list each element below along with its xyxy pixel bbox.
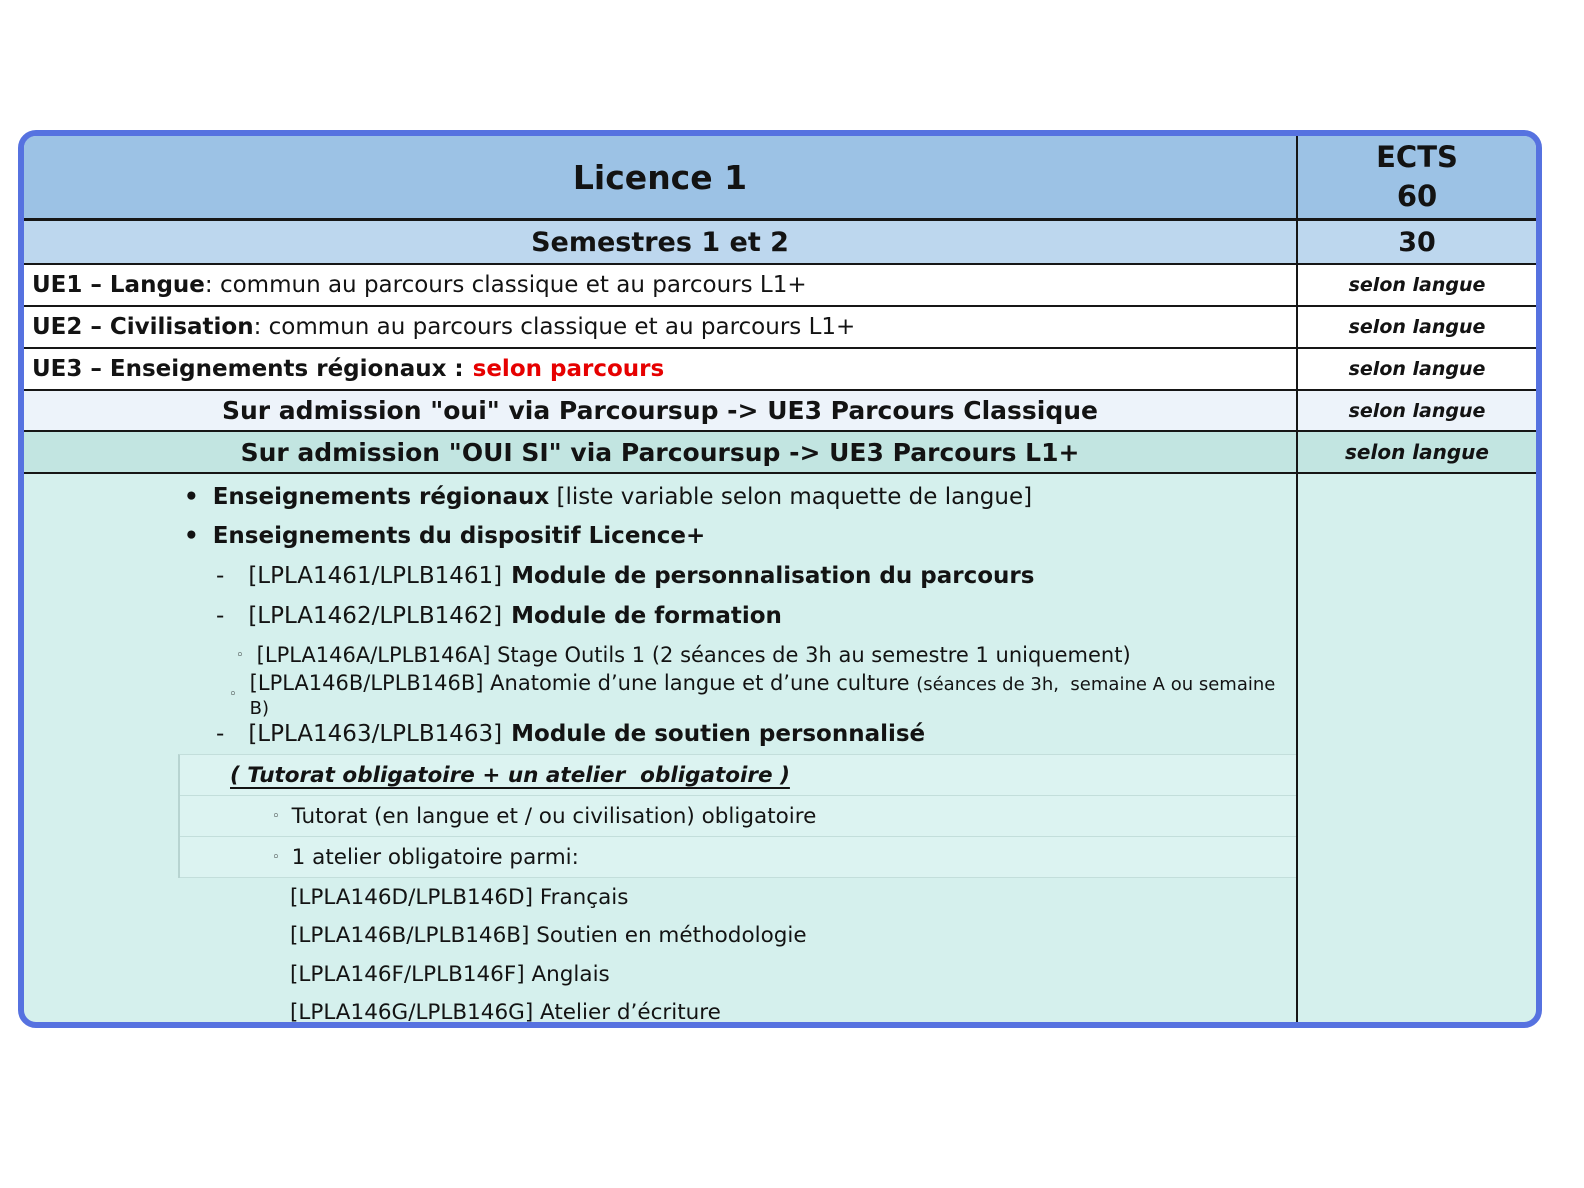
admission-oui-label: Sur admission "oui" via Parcoursup -> UE3 Parcours Classique xyxy=(221,396,1099,425)
list-item xyxy=(24,556,1296,596)
tutorat-item2-text: 1 atelier obligatoire parmi: xyxy=(291,844,579,870)
list-item xyxy=(24,596,1296,636)
list-item xyxy=(24,670,1296,719)
atelier-item: [LPLA146F/LPLB146F] Anglais xyxy=(290,961,610,987)
admission-oui-si-label: Sur admission "OUI SI" via Parcoursup -> UE3 Parcours L1+ xyxy=(240,437,1080,467)
stage-outils-line: [LPLA146A/LPLB146A] Stage Outils 1 (2 séances de 3h au semestre 1 uniquement) xyxy=(256,643,1131,668)
anatomie-line-detail: (séances de 3h, semaine A ou semaine B) xyxy=(249,673,1282,719)
bullet-icon: • xyxy=(184,483,199,510)
ects-header-cell xyxy=(1296,136,1536,218)
dash-icon: - xyxy=(216,721,225,748)
ue3-row xyxy=(24,349,1536,391)
ue2-desc: : commun au parcours classique et au parcours L1+ xyxy=(253,314,856,340)
atelier-item: [LPLA146G/LPLB146G] Atelier d’écriture xyxy=(290,1000,721,1026)
module2-name: Module de formation xyxy=(511,602,782,629)
tutorat-item xyxy=(180,837,1296,878)
list-item xyxy=(24,477,1296,517)
ue3-label xyxy=(24,349,1296,389)
dash-icon: - xyxy=(216,562,225,589)
ue1-label xyxy=(24,265,1296,305)
module1-code: [LPLA1461/LPLB1461] xyxy=(248,562,503,589)
ue2-row xyxy=(24,307,1536,349)
list-item xyxy=(24,517,1296,557)
list-item xyxy=(24,635,1296,675)
ue2-label xyxy=(24,307,1296,347)
ue1-row xyxy=(24,265,1536,307)
ects-label: ECTS xyxy=(1376,139,1458,174)
admission-oui-si-row xyxy=(24,432,1536,474)
page-title: Licence 1 xyxy=(572,157,748,197)
atelier-item: [LPLA146D/LPLB146D] Français xyxy=(290,884,629,910)
ens-regionaux-bold: Enseignements régionaux xyxy=(212,483,550,510)
header-row xyxy=(24,136,1536,221)
tutorat-item xyxy=(180,796,1296,837)
ue1-title: UE1 – Langue xyxy=(32,272,205,298)
licence1-course-table xyxy=(18,130,1542,1028)
dash-icon: - xyxy=(216,602,225,629)
tutorat-subtable xyxy=(178,754,1296,878)
admission-oui-ects: selon langue xyxy=(1348,399,1486,422)
circle-bullet-icon: ◦ xyxy=(272,808,280,824)
tutorat-header: ( Tutorat obligatoire + un atelier obligatoire ) xyxy=(180,755,1296,796)
admission-oui-row xyxy=(24,391,1536,432)
semesters-row xyxy=(24,221,1536,265)
list-item xyxy=(24,715,1296,755)
anatomie-line-main: [LPLA146B/LPLB146B] Anatomie d’une langue et d’une culture xyxy=(249,670,917,695)
tutorat-item1-text: Tutorat (en langue et / ou civilisation) obligatoire xyxy=(291,803,817,829)
ens-regionaux-rest: [liste variable selon maquette de langue] xyxy=(549,483,1033,510)
circle-bullet-icon: ◦ xyxy=(236,647,244,663)
module3-code: [LPLA1463/LPLB1463] xyxy=(248,721,503,748)
ens-dispositif-bold: Enseignements du dispositif Licence+ xyxy=(212,523,706,550)
semesters-label: Semestres 1 et 2 xyxy=(531,226,789,258)
bullet-icon: • xyxy=(184,523,199,550)
admission-oui-si-ects: selon langue xyxy=(1345,440,1489,464)
atelier-item: [LPLA146B/LPLB146B] Soutien en méthodologie xyxy=(290,923,807,949)
detail-content xyxy=(24,474,1296,1028)
ue3-ects: selon langue xyxy=(1348,358,1486,380)
ects-total: 60 xyxy=(1396,179,1438,213)
ue1-desc: : commun au parcours classique et au parcours L1+ xyxy=(204,272,807,298)
ue2-ects: selon langue xyxy=(1348,316,1486,338)
module3-name: Module de soutien personnalisé xyxy=(511,721,926,748)
circle-bullet-icon: ◦ xyxy=(229,687,237,703)
module1-name: Module de personnalisation du parcours xyxy=(511,562,1035,589)
ue3-selon-parcours: selon parcours xyxy=(472,356,665,382)
licence-plus-detail-section xyxy=(24,474,1536,1028)
module2-code: [LPLA1462/LPLB1462] xyxy=(248,602,503,629)
circle-bullet-icon: ◦ xyxy=(272,849,280,865)
semesters-ects: 30 xyxy=(1296,221,1536,263)
ue1-ects: selon langue xyxy=(1348,274,1486,296)
detail-ects-empty-cell xyxy=(1296,474,1536,1028)
ue2-title: UE2 – Civilisation xyxy=(32,314,254,340)
ue3-title: UE3 – Enseignements régionaux : xyxy=(32,356,464,382)
